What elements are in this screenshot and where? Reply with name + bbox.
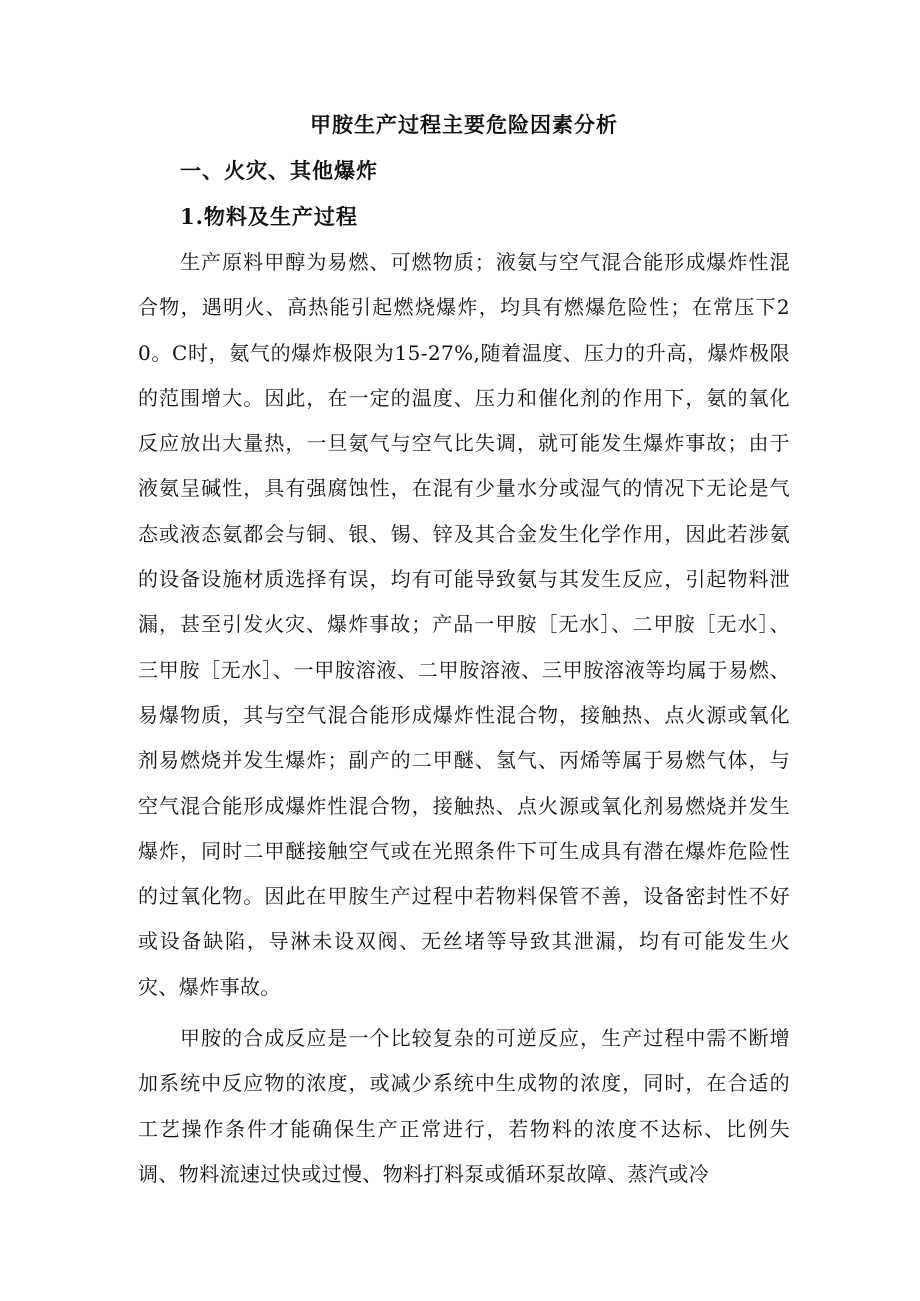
- subsection-heading-materials-process: 1.物料及生产过程: [180, 204, 358, 229]
- paragraph-synthesis-reaction: 甲胺的合成反应是一个比较复杂的可逆反应，生产过程中需不断增加系统中反应物的浓度，或减少系统中生成物的浓度，同时，在合适的工艺操作条件才能确保生产正常进行，若物料的浓度不达标、比例失调、物料流速过快或过慢、物料打料泵或循环泵故障、蒸汽或冷: [138, 1026, 790, 1186]
- document-title: 甲胺生产过程主要危险因素分析: [310, 112, 618, 137]
- paragraph-materials-hazards: 生产原料甲醇为易燃、可燃物质；液氨与空气混合能形成爆炸性混合物，遇明火、高热能引起燃烧爆炸，均具有燃爆危险性；在常压下20。C时，氨气的爆炸极限为15-27%,随着温度、压力的升高，爆炸极限的范围增大。因此，在一定的温度、压力和催化剂的作用下，氨的氧化反应放出大量热，一旦氨气与空气比失调，就可能发生爆炸事故；由于液氨呈碱性，具有强腐蚀性，在混有少量水分或湿气的情况下无论是气态或液态氨都会与铜、银、锡、锌及其合金发生化学作用，因此若涉氨的设备设施材质选择有误，均有可能导致氨与其发生反应，引起物料泄漏，甚至引发火灾、爆炸事故；产品一甲胺［无水］、二甲胺［无水］、三甲胺［无水］、一甲胺溶液、二甲胺溶液、三甲胺溶液等均属于易燃、易爆物质，其与空气混合能形成爆炸性混合物，接触热、点火源或氧化剂易燃烧并发生爆炸；副产的二甲醚、氢气、丙烯等属于易燃气体，与空气混合能形成爆炸性混合物，接触热、点火源或氧化剂易燃烧并发生爆炸，同时二甲醚接触空气或在光照条件下可生成具有潜在爆炸危险性的过氧化物。因此在甲胺生产过程中若物料保管不善，设备密封性不好或设备缺陷，导淋未设双阀、无丝堵等导致其泄漏，均有可能发生火灾、爆炸事故。: [138, 250, 790, 999]
- document-page: [138, 102, 790, 1197]
- section-heading-fire-explosion: 一、火灾、其他爆炸: [180, 158, 378, 183]
